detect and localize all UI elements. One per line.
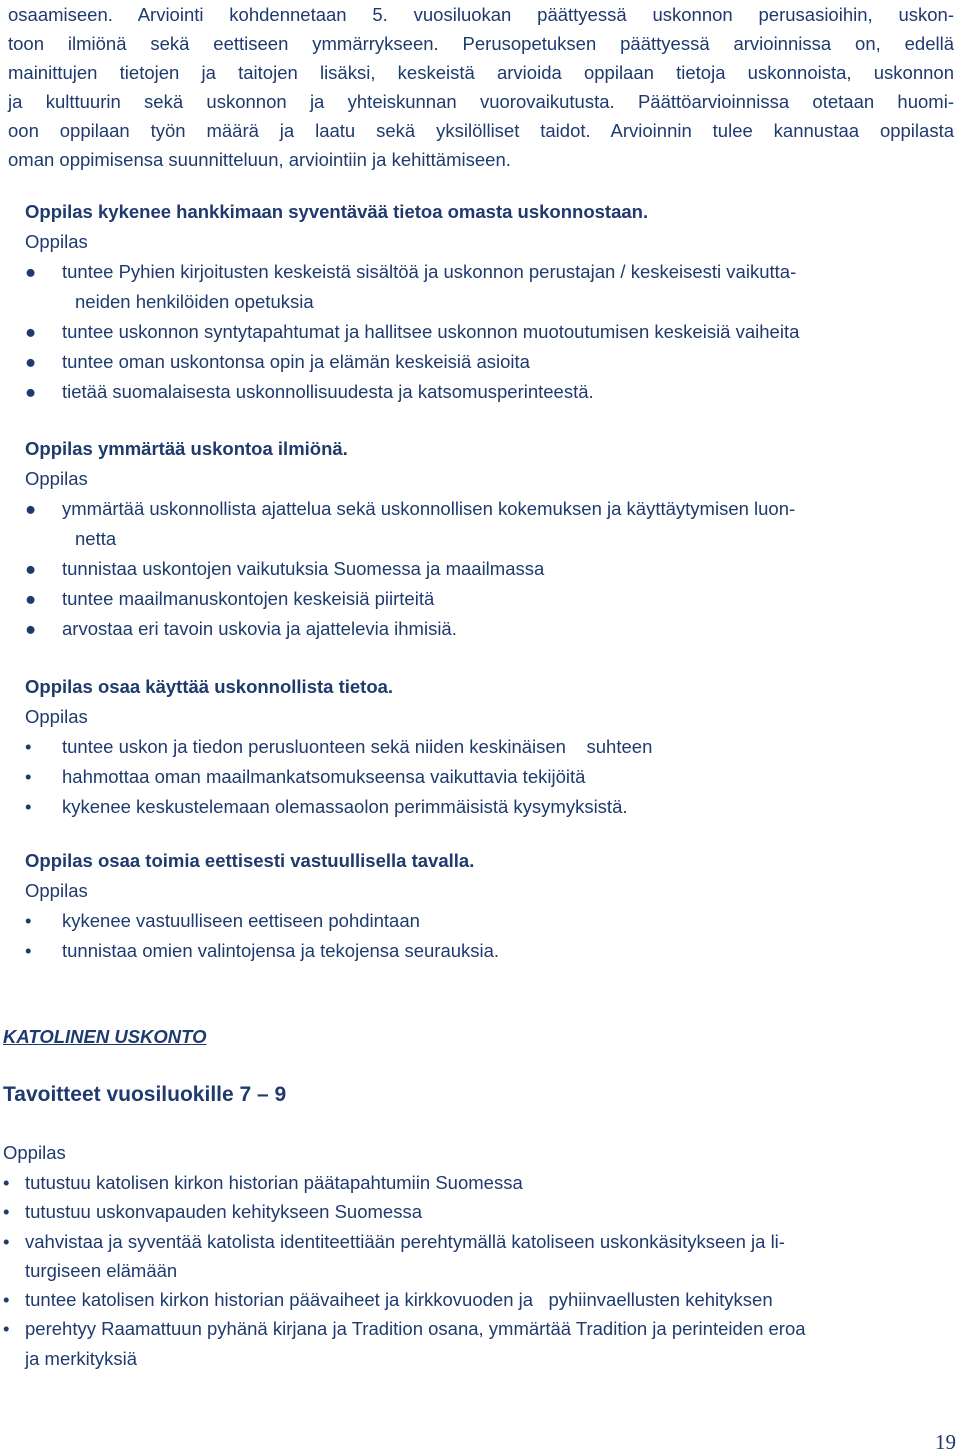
- list-item: [25, 792, 945, 822]
- section-heading: Oppilas osaa käyttää uskonnollista tietoa.: [25, 676, 394, 697]
- section-heading: Oppilas ymmärtää uskontoa ilmiönä.: [25, 438, 348, 459]
- intro-paragraph: [8, 0, 954, 174]
- list-item-text: arvostaa eri tavoin uskovia ja ajattelevia ihmisiä.: [62, 618, 457, 639]
- intro-line: osaamiseen. Arviointi kohdennetaan 5. vuosiluokan päättyessä uskonnon perusasioihin, uskon-: [8, 4, 954, 25]
- intro-line: oman oppimisensa suunnitteluun, arviointiin ja kehittämiseen.: [8, 149, 511, 170]
- section-subject: Oppilas: [25, 468, 88, 489]
- list-item-text: vahvistaa ja syventää katolista identiteettiään perehtymällä katoliseen uskonkäsitykseen ja li-: [25, 1230, 785, 1252]
- bullet-icon: ●: [25, 558, 37, 579]
- list-item: [25, 257, 945, 317]
- bullet-icon: •: [25, 766, 32, 787]
- criteria-section: [25, 434, 945, 644]
- bullet-icon: •: [25, 940, 32, 961]
- bullet-icon: ●: [25, 381, 37, 402]
- list-item-text: tietää suomalaisesta uskonnollisuudesta ja katsomusperinteestä.: [62, 381, 594, 402]
- list-item-text: tuntee Pyhien kirjoitusten keskeistä sisältöä ja uskonnon perustajan / keskeisesti vaikutta-: [62, 261, 797, 282]
- goals-list: [3, 1168, 948, 1373]
- list-item: [25, 494, 945, 554]
- bullet-icon: •: [3, 1172, 10, 1193]
- list-item-text: hahmottaa oman maailmankatsomukseensa vaikuttavia tekijöitä: [62, 766, 586, 787]
- list-item: [25, 936, 945, 966]
- subject-title: KATOLINEN USKONTO: [3, 1026, 207, 1047]
- list-item-text: tuntee uskonnon syntytapahtumat ja hallitsee uskonnon muotoutumisen keskeisiä vaiheita: [62, 321, 800, 342]
- intro-line: mainittujen tietojen ja taitojen lisäksi, keskeistä arvioida oppilaan tietoja uskonnoista, uskonnon: [8, 62, 954, 83]
- list-item-text: ymmärtää uskonnollista ajattelua sekä uskonnollisen kokemuksen ja käyttäytymisen luon-: [62, 498, 796, 519]
- criteria-list: [25, 732, 945, 822]
- section-heading: Oppilas osaa toimia eettisesti vastuullisella tavalla.: [25, 850, 475, 871]
- bullet-icon: •: [3, 1201, 10, 1223]
- bullet-icon: ●: [25, 351, 37, 372]
- list-item-continuation: turgiseen elämään: [25, 1259, 178, 1281]
- bullet-icon: ●: [25, 261, 37, 282]
- section-heading: Oppilas kykenee hankkimaan syventävää tietoa omasta uskonnostaan.: [25, 201, 649, 222]
- section-subject: Oppilas: [25, 706, 88, 727]
- list-item: [25, 614, 945, 644]
- list-item-text: tutustuu uskonvapauden kehitykseen Suomessa: [25, 1201, 422, 1223]
- intro-line: ja kulttuurin sekä uskonnon ja yhteiskunnan vuorovaikutusta. Päättöarvioinnissa otetaan huomi-: [8, 91, 954, 112]
- criteria-list: [25, 494, 945, 644]
- list-item-text: tuntee uskon ja tiedon perusluonteen sekä niiden keskinäisen suhteen: [62, 736, 653, 757]
- section-subject: Oppilas: [3, 1142, 66, 1163]
- list-item: [3, 1285, 948, 1314]
- list-item-text: tuntee maailmanuskontojen keskeisiä piirteitä: [62, 588, 435, 609]
- list-item-text: perehtyy Raamattuun pyhänä kirjana ja Tradition osana, ymmärtää Tradition ja perinteiden eroa: [25, 1318, 806, 1340]
- list-item-text: tuntee katolisen kirkon historian päävaiheet ja kirkkovuoden ja pyhiinvaellusten kehityksen: [25, 1289, 773, 1311]
- list-item-continuation: netta: [75, 528, 117, 549]
- list-item: [25, 554, 945, 584]
- document-page: [8, 0, 954, 174]
- criteria-section: [25, 197, 945, 407]
- intro-line: toon ilmiönä sekä eettiseen ymmärrykseen. Perusopetuksen päättyessä arvioinnissa on, edellä: [8, 33, 954, 54]
- bullet-icon: ●: [25, 498, 37, 519]
- list-item-text: kykenee keskustelemaan olemassaolon perimmäisistä kysymyksistä.: [62, 796, 628, 817]
- bullet-icon: •: [3, 1318, 10, 1340]
- bullet-icon: •: [25, 796, 32, 817]
- list-item: [3, 1227, 948, 1286]
- list-item-text: tunnistaa uskontojen vaikutuksia Suomessa ja maailmassa: [62, 558, 545, 579]
- goals-heading: Tavoitteet vuosiluokille 7 – 9: [3, 1083, 287, 1106]
- list-item: [25, 906, 945, 936]
- list-item-text: tutustuu katolisen kirkon historian päätapahtumiin Suomessa: [25, 1172, 523, 1193]
- page-number: 19: [935, 1430, 956, 1454]
- list-item: [25, 732, 945, 762]
- intro-line: oon oppilaan työn määrä ja laatu sekä yksilölliset taidot. Arvioinnin tulee kannustaa oppilasta: [8, 120, 954, 141]
- criteria-section: [25, 672, 945, 822]
- criteria-list: [25, 257, 945, 407]
- list-item-continuation: neiden henkilöiden opetuksia: [75, 291, 314, 312]
- criteria-section: [25, 846, 945, 966]
- bullet-icon: ●: [25, 588, 37, 609]
- list-item: [3, 1197, 948, 1226]
- list-item: [3, 1168, 948, 1197]
- list-item-text: kykenee vastuulliseen eettiseen pohdintaan: [62, 910, 420, 931]
- bullet-icon: ●: [25, 618, 37, 639]
- list-item: [25, 377, 945, 407]
- list-item-text: tuntee oman uskontonsa opin ja elämän keskeisiä asioita: [62, 351, 530, 372]
- list-item-text: tunnistaa omien valintojensa ja tekojensa seurauksia.: [62, 940, 500, 961]
- katolinen-section: [3, 1022, 948, 1373]
- list-item: [25, 317, 945, 347]
- bullet-icon: ●: [25, 321, 37, 342]
- list-item: [3, 1314, 948, 1373]
- list-item: [25, 584, 945, 614]
- list-item: [25, 347, 945, 377]
- list-item-continuation: ja merkityksiä: [25, 1347, 138, 1369]
- bullet-icon: •: [3, 1230, 10, 1252]
- bullet-icon: •: [3, 1289, 10, 1311]
- bullet-icon: •: [25, 910, 32, 931]
- section-subject: Oppilas: [25, 880, 88, 901]
- criteria-list: [25, 906, 945, 966]
- section-subject: Oppilas: [25, 231, 88, 252]
- list-item: [25, 762, 945, 792]
- bullet-icon: •: [25, 736, 32, 757]
